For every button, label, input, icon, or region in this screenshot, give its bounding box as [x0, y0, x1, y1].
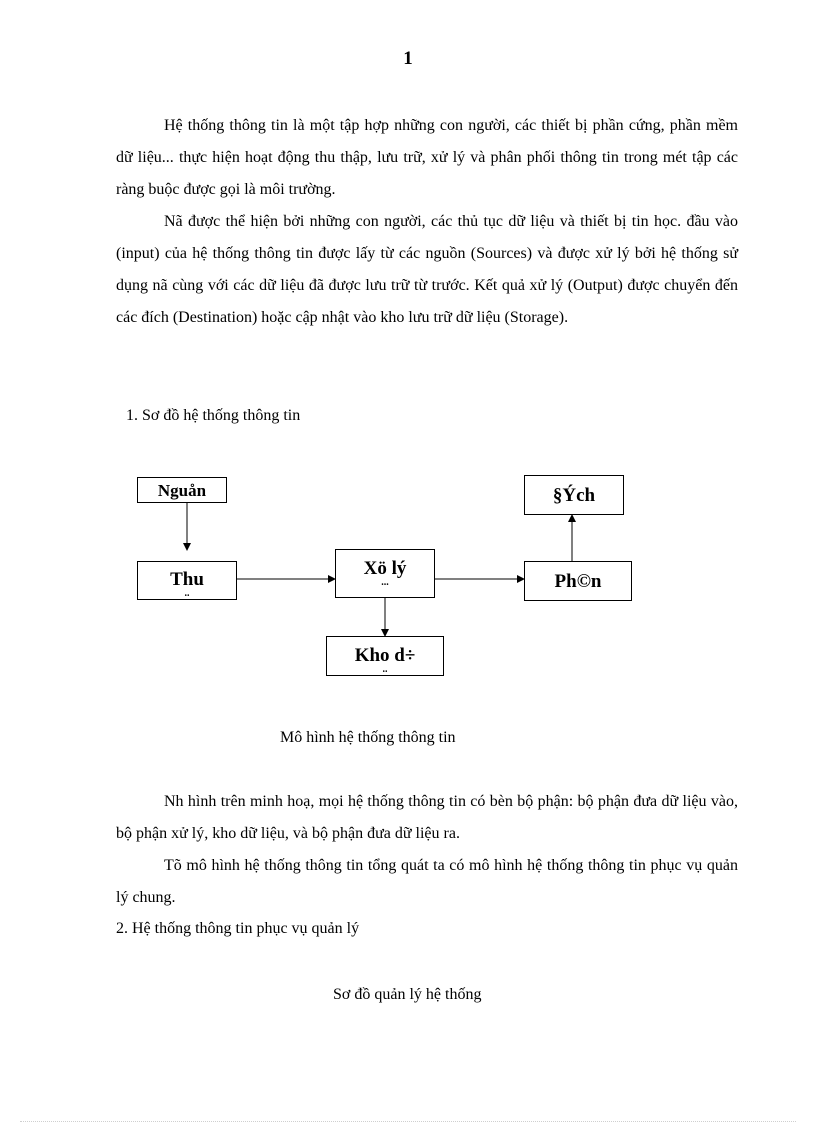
box-source-label: Nguån	[157, 481, 207, 500]
paragraph-4-text: Tõ mô hình hệ thống thông tin tổng quát ta có mô hình hệ thống thông tin phục vụ quản lý chung.	[116, 857, 738, 906]
paragraph-3	[116, 786, 738, 850]
paragraph-3-text: Nh hình trên minh hoạ, mọi hệ thống thông tin có bèn bộ phận: bộ phận đưa dữ liệu vào, bộ phận xử lý, kho dữ liệu, và bộ phận đưa dữ liệu ra.	[116, 793, 738, 842]
paragraph-1-text: Hệ thống thông tin là một tập hợp những con người, các thiết bị phần cứng, phần mềm dữ liệu... thực hiện hoạt động thu thập, lưu trữ, xử lý và phân phối thông tin trong mét tập các ràng buộc được gọi là môi trường.	[116, 117, 738, 198]
paragraph-4	[116, 850, 738, 914]
box-storage-cut: ..	[382, 664, 388, 675]
box-collect-label: Thu	[170, 569, 204, 590]
box-collect-cut: ..	[184, 588, 190, 599]
section-heading-1: 1. Sơ đồ hệ thống thông tin	[126, 407, 301, 424]
box-process-label: Xö lý	[363, 558, 407, 579]
box-distribute-label: Ph©n	[554, 571, 602, 592]
page-bottom-divider	[20, 1121, 796, 1122]
box-destination-label: §Ých	[552, 485, 596, 506]
box-process-cut: ...	[381, 577, 389, 588]
page-number: 1	[403, 48, 413, 69]
section-heading-2: 2. Hệ thống thông tin phục vụ quản lý	[116, 920, 360, 937]
section-2-caption: Sơ đồ quản lý hệ thống	[333, 986, 482, 1003]
paragraph-2-text: Nã được thể hiện bởi những con người, các thủ tục dữ liệu và thiết bị tin học. đầu vào (input) của hệ thống thông tin được lấy từ các nguồn (Sources) và được xử lý bởi hệ thống sử dụng nã cùng với các dữ liệu đã được lưu trữ từ trước. Kết quả xử lý (Output) được chuyển đến các đích (Destination) hoặc cập nhật vào kho lưu trữ dữ liệu (Storage).	[116, 213, 738, 326]
diagram-caption: Mô hình hệ thống thông tin	[280, 729, 456, 746]
box-storage-label: Kho d÷	[354, 645, 416, 666]
